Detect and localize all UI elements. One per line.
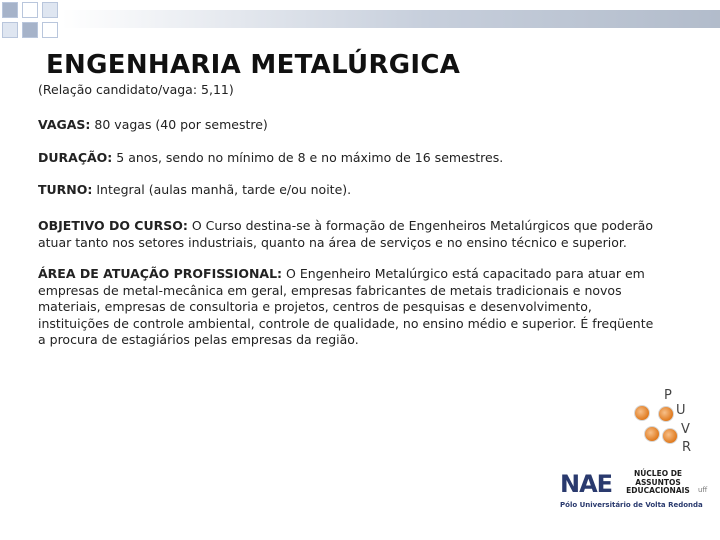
section-text: O Curso destina-se à formação de Engenheiros Metalúrgicos que poderão atuar tanto nos setores industriais, quanto na área de serviços e no ensino técnico e superior. <box>38 218 653 250</box>
page-title: ENGENHARIA METALÚRGICA <box>46 50 461 80</box>
puvr-logo <box>628 388 700 458</box>
section-label: TURNO: <box>38 182 93 197</box>
decor-square <box>22 22 38 38</box>
page-subtitle: (Relação candidato/vaga: 5,11) <box>38 82 234 97</box>
logo-circle <box>634 405 650 421</box>
section-objetivo <box>38 218 663 251</box>
decor-square <box>2 22 18 38</box>
uff-mark: uff <box>698 486 708 494</box>
nae-abbr: NAE <box>560 470 613 498</box>
logo-circle <box>644 426 660 442</box>
section-vagas <box>38 117 663 134</box>
section-label: VAGAS: <box>38 117 91 132</box>
section-duracao <box>38 150 663 167</box>
decor-square <box>2 2 18 18</box>
logo-letter: P <box>664 388 672 403</box>
nae-logo <box>560 470 710 510</box>
logo-circle <box>658 406 674 422</box>
decor-square <box>22 2 38 18</box>
section-label: DURAÇÃO: <box>38 150 113 165</box>
section-label: OBJETIVO DO CURSO: <box>38 218 188 233</box>
logo-letter: U <box>676 403 686 418</box>
section-label: ÁREA DE ATUAÇÃO PROFISSIONAL: <box>38 266 283 281</box>
section-area-atuacao <box>38 266 663 349</box>
logo-letter: V <box>681 422 690 437</box>
section-text: 80 vagas (40 por semestre) <box>90 117 268 132</box>
header-band <box>62 10 720 28</box>
nae-name: NÚCLEO DE ASSUNTOS EDUCACIONAIS <box>626 469 690 495</box>
section-turno <box>38 182 663 199</box>
logo-circle <box>662 428 678 444</box>
decor-square <box>42 22 58 38</box>
decor-square <box>42 2 58 18</box>
section-text: O Engenheiro Metalúrgico está capacitado para atuar em empresas de metal-mecânica em geral, empresas fabricantes de metais tradicionais e novos materiais, empresas de consultoria e projetos, centros de pesquisas e desenvolvimento, instituições de controle ambiental, controle de qualidade, no ensino médio e superior. É freqüente a procura de estagiários pelas empresas da região. <box>38 266 654 347</box>
nae-footer: Pólo Universitário de Volta Redonda <box>560 501 703 509</box>
logo-letter: R <box>682 440 692 455</box>
section-text: Integral (aulas manhã, tarde e/ou noite). <box>92 182 352 197</box>
section-text: 5 anos, sendo no mínimo de 8 e no máximo de 16 semestres. <box>112 150 504 165</box>
